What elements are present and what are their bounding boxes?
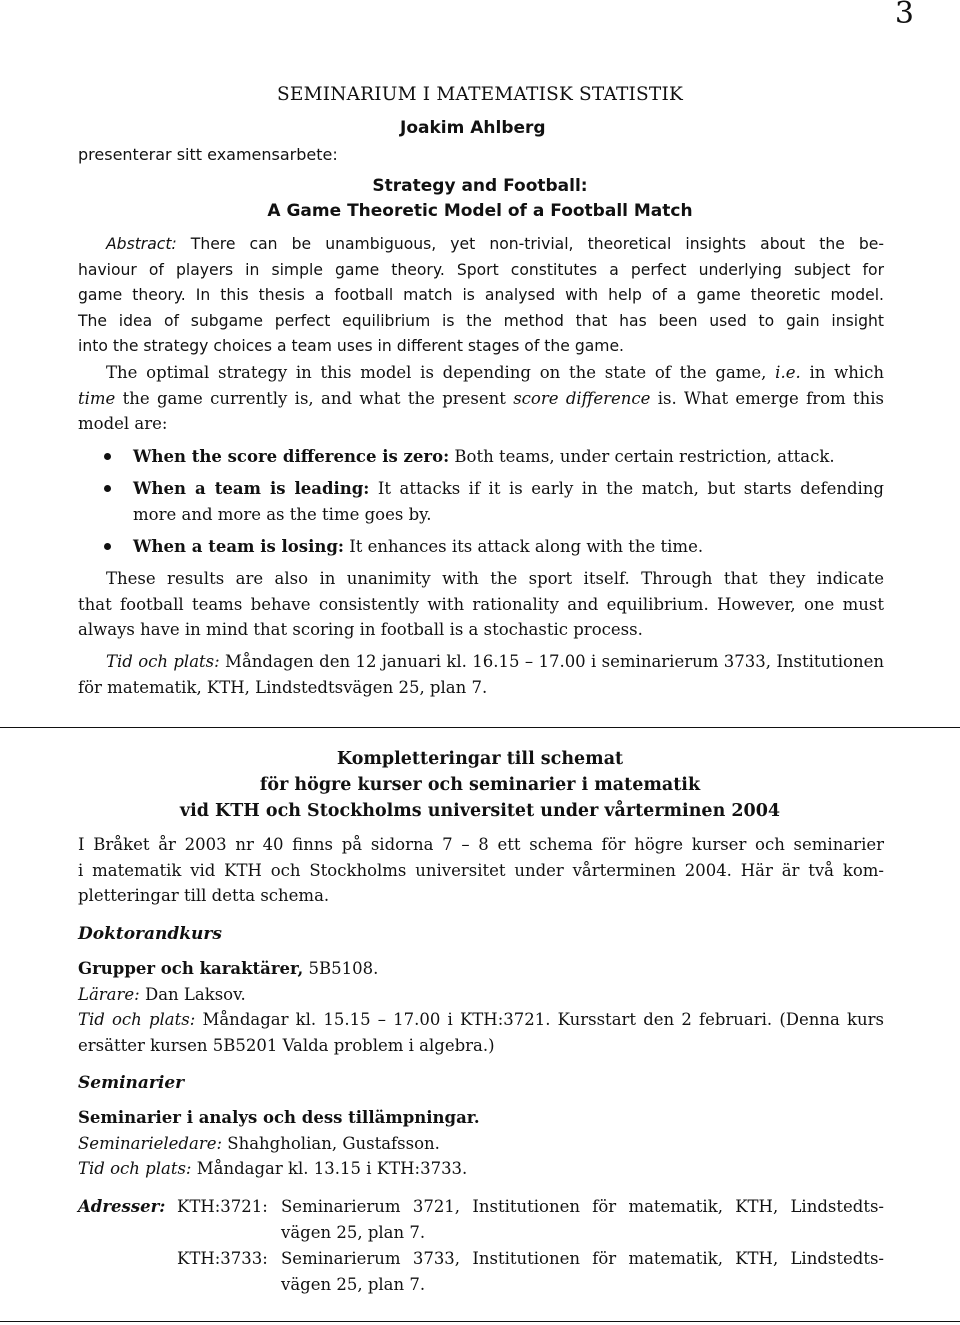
- abstract-line: into the strategy choices a team uses in different stages of the game.: [78, 337, 625, 356]
- page-number: 3: [894, 0, 914, 31]
- abstract-line: The idea of subgame perfect equilibrium is the method that has been used to gain insight: [78, 311, 884, 330]
- seminar-series-name: Seminarier i analys och dess tillämpningar.: [78, 1108, 480, 1127]
- doctoral-heading: Doktorandkurs: [78, 924, 222, 944]
- paragraph-line: The optimal strategy in this model is depending on the state of the game, i.e. in which: [106, 363, 884, 382]
- seminar-heading: SEMINARIUM I MATEMATISK STATISTIK: [276, 84, 683, 105]
- seminar-series: Seminarier i analys och dess tillämpningar. Seminarieledare: Shahgholian, Gustafsson. Tid och plats: Måndagar kl. 13.15 i KTH:3733.: [78, 1105, 884, 1182]
- bullet-icon: [104, 543, 111, 550]
- presenter-name: Joakim Ahlberg: [400, 118, 546, 138]
- addresses-label: Adresser:: [78, 1197, 166, 1216]
- bottom-divider: [0, 1321, 960, 1322]
- address-code: KTH:3733:: [177, 1249, 268, 1268]
- paragraph-line: model are:: [78, 414, 168, 434]
- seminar-time-place: Tid och plats: Måndagen den 12 januari kl. 16.15 – 17.00 i seminarierum 3733, Institutionen för matematik, KTH, Lindstedtsvägen 25, plan 7.: [78, 652, 884, 697]
- thesis-title-line1: Strategy and Football:: [372, 176, 588, 196]
- supplement-title-line1: Kompletteringar till schemat: [336, 749, 624, 769]
- paragraph-line: time the game currently is, and what the present score difference is. What emerge from this: [78, 388, 885, 408]
- address-entry: Seminarierum 3733, Institutionen för matematik, KTH, Lindstedts- vägen 25, plan 7.: [281, 1249, 884, 1294]
- bullet-icon: [104, 453, 111, 460]
- abstract-line: game theory. In this thesis a football match is analysed with help of a game theoretic model.: [78, 286, 884, 305]
- supplement-title-line2: för högre kurser och seminarier i matematik: [259, 775, 701, 795]
- address-code: KTH:3721:: [177, 1197, 268, 1216]
- bullet-icon: [104, 485, 111, 492]
- optimal-strategy-paragraph: [78, 360, 884, 437]
- presents-text: presenterar sitt examensarbete:: [78, 145, 338, 164]
- section-divider: [0, 727, 960, 728]
- abstract: [78, 232, 884, 360]
- abstract-label: Abstract:: [106, 235, 177, 253]
- results-paragraph: These results are also in unanimity with the sport itself. Through that they indicate that football teams behave consistently with rationality and equilibrium. However, one must always have in mind that scoring in football is a stochastic process.: [78, 569, 884, 640]
- doctoral-course: Grupper och karaktärer, 5B5108. Lärare: Dan Laksov. Tid och plats: Måndagar kl. 15.15 – 17.00 i KTH:3721. Kursstart den 2 februari. (Denna kurs ersätter kursen 5B5201 Valda problem i algebra.): [78, 959, 884, 1055]
- address-entry: Seminarierum 3721, Institutionen för matematik, KTH, Lindstedts- vägen 25, plan 7.: [281, 1197, 884, 1242]
- supplement-intro: I Bråket år 2003 nr 40 finns på sidorna 7 – 8 ett schema för högre kurser och seminarier i matematik vid KTH och Stockholms universitet under vårterminen 2004. Här är två kom- pletteringar till detta schema.: [78, 835, 884, 906]
- course-name: Grupper och karaktärer,: [78, 959, 304, 978]
- abstract-line: Abstract: There can be unambiguous, yet non-trivial, theoretical insights about the be-: [106, 235, 884, 253]
- supplement-title-line3: vid KTH och Stockholms universitet under vårterminen 2004: [179, 801, 781, 821]
- seminars-heading: Seminarier: [78, 1073, 185, 1093]
- thesis-title-line2: A Game Theoretic Model of a Football Match: [267, 201, 693, 221]
- abstract-line: haviour of players in simple game theory. Sport constitutes a perfect underlying subject for: [78, 260, 884, 279]
